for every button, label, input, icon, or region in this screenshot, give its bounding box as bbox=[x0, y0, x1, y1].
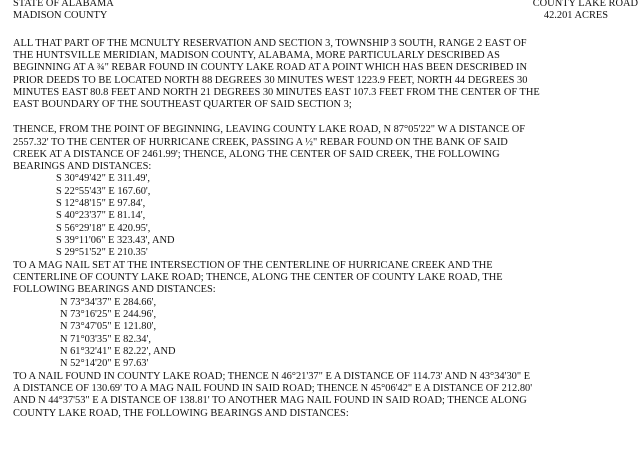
paragraph2-line: 2557.32' TO THE CENTER OF HURRICANE CREEK, PASSING A ½" REBAR FOUND ON THE BANK OF SAID bbox=[13, 137, 508, 148]
bearing-item: S 29°51'52" E 210.35' bbox=[56, 247, 148, 258]
paragraph3-line: TO A MAG NAIL SET AT THE INTERSECTION OF THE CENTERLINE OF HURRICANE CREEK AND THE bbox=[13, 260, 493, 271]
bearing-item: S 40°23'37" E 81.14', bbox=[56, 210, 146, 221]
paragraph4-line: TO A NAIL FOUND IN COUNTY LAKE ROAD; THENCE N 46°21'37" E A DISTANCE OF 114.73' AND N 43°34'30" E bbox=[13, 371, 531, 382]
bearing-item: N 73°47'05" E 121.80', bbox=[60, 321, 157, 332]
paragraph4-line: COUNTY LAKE ROAD, THE FOLLOWING BEARINGS AND DISTANCES: bbox=[13, 408, 349, 419]
paragraph3-line: CENTERLINE OF COUNTY LAKE ROAD; THENCE, ALONG THE CENTER OF COUNTY LAKE ROAD, THE bbox=[13, 272, 503, 283]
paragraph4-line: AND N 44°37'53" E A DISTANCE OF 138.81' TO ANOTHER MAG NAIL FOUND IN SAID ROAD; THENCE ALONG bbox=[13, 395, 527, 406]
bearing-item: S 12°48'15" E 97.84', bbox=[56, 198, 146, 209]
paragraph1-line: PRIOR DEEDS TO BE LOCATED NORTH 88 DEGREES 30 MINUTES WEST 1223.9 FEET, NORTH 44 DEGREES 30 bbox=[13, 75, 528, 86]
paragraph2-line: THENCE, FROM THE POINT OF BEGINNING, LEAVING COUNTY LAKE ROAD, N 87°05'22" W A DISTANCE OF bbox=[13, 124, 526, 135]
header-state: STATE OF ALABAMA bbox=[13, 0, 114, 9]
paragraph1-line: MINUTES EAST 80.8 FEET AND NORTH 21 DEGREES 30 MINUTES EAST 107.3 FEET FROM THE CENTER OF THE bbox=[13, 87, 540, 98]
header-acres: 42.201 ACRES bbox=[543, 10, 608, 21]
bearing-item: S 39°11'06" E 323.43', AND bbox=[56, 235, 175, 246]
bearing-item: S 56°29'18" E 420.95', bbox=[56, 223, 151, 234]
bearing-item: N 73°16'25" E 244.96', bbox=[60, 309, 157, 320]
paragraph1-line: EAST BOUNDARY OF THE SOUTHEAST QUARTER OF SAID SECTION 3; bbox=[13, 99, 352, 110]
bearing-item: N 73°34'37" E 284.66', bbox=[60, 297, 157, 308]
paragraph1-line: THE HUNTSVILLE MERIDIAN, MADISON COUNTY, ALABAMA, MORE PARTICULARLY DESCRIBED AS bbox=[13, 50, 500, 61]
bearing-item: N 71°03'35" E 82.34', bbox=[60, 334, 151, 345]
bearing-item: S 30°49'42" E 311.49', bbox=[56, 173, 151, 184]
bearing-item: S 22°55'43" E 167.60', bbox=[56, 186, 151, 197]
bearing-item: N 61°32'41" E 82.22', AND bbox=[60, 346, 176, 357]
paragraph1-line: BEGINNING AT A ¾" REBAR FOUND IN COUNTY LAKE ROAD AT A POINT WHICH HAS BEEN DESCRIBED IN bbox=[13, 62, 527, 73]
header-road: COUNTY LAKE ROAD bbox=[532, 0, 638, 9]
bearing-item: N 52°14'20" E 97.63' bbox=[60, 358, 149, 369]
paragraph1-line: ALL THAT PART OF THE MCNULTY RESERVATION AND SECTION 3, TOWNSHIP 3 SOUTH, RANGE 2 EAST OF bbox=[13, 38, 527, 49]
header-county: MADISON COUNTY bbox=[13, 10, 108, 21]
paragraph2-line: BEARINGS AND DISTANCES: bbox=[13, 161, 152, 172]
paragraph4-line: A DISTANCE OF 130.69' TO A MAG NAIL FOUND IN SAID ROAD; THENCE N 45°06'42" E A DISTANCE OF 212.80' bbox=[13, 383, 533, 394]
paragraph2-line: CREEK AT A DISTANCE OF 2461.99'; THENCE, ALONG THE CENTER OF SAID CREEK, THE FOLLOWING bbox=[13, 149, 500, 160]
paragraph3-line: FOLLOWING BEARINGS AND DISTANCES: bbox=[13, 284, 216, 295]
